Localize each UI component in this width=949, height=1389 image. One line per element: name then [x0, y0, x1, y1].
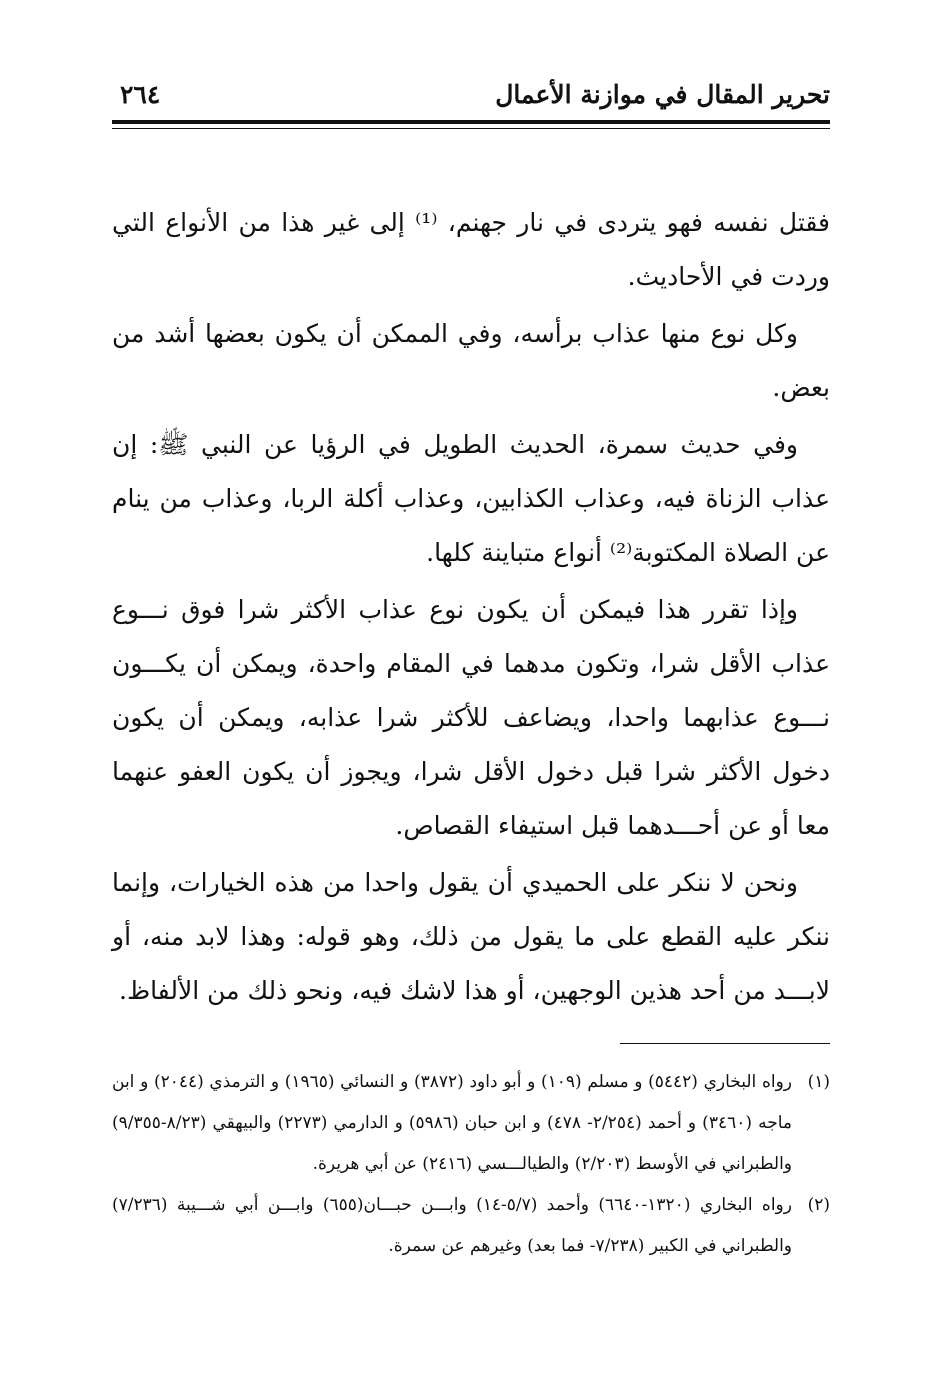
header-rule-thin: [112, 128, 830, 129]
footnote-text: رواه البخاري (١٣٢٠-٦٦٤٠) وأحمد (٥/٧-١٤) وابـــن حبـــان(٦٥٥) وابـــن أبي شـــيبة (٧/٢٣٦) والطبراني في الكبير (٧/٢٣٨- فما بعد) وغيرهم عن سمرة.: [112, 1195, 792, 1256]
paragraph-5: ونحن لا ننكر على الحميدي أن يقول واحدا من هذه الخيارات، وإنما ننكر عليه القطع على ما يقول من ذلك، وهو قوله: وهذا لابد منه، أو لابـــد من أحد هذين الوجهين، أو هذا لاشك فيه، ونحو ذلك من الألفاظ.: [112, 868, 830, 1005]
footnote-text: رواه البخاري (٥٤٤٢) و مسلم (١٠٩) و أبو داود (٣٨٧٢) و النسائي (١٩٦٥) و الترمذي (٢٠٤٤) و ابن ماجه (٣٤٦٠) و أحمد (٢/٢٥٤- ٤٧٨) و ابن حبان (٥٩٨٦) و الدارمي (٢٢٧٣) والبيهقي (٨/٢٣-٩/٣٥٥) والطبراني في الأوسط (٢/٢٠٣) والطيالـــسي (٢٤١٦) عن أبي هريرة.: [112, 1072, 793, 1174]
page-header: [112, 78, 830, 118]
paragraph-4: وإذا تقرر هذا فيمكن أن يكون نوع عذاب الأكثر شرا فوق نـــوع عذاب الأقل شرا، وتكون مدهما في المقام واحدة، ويمكن أن يكـــون نـــوع عذابهما واحدا، ويضاعف للأكثر شرا عذابه، ويمكن أن يكون دخول الأكثر شرا قبل دخول الأقل شرا، ويجوز أن يكون العفو عنهما معا أو عن أحـــدهما قبل استيفاء القصاص.: [112, 595, 830, 840]
paragraph-1: فقتل نفسه فهو يتردى في نار جهنم، ⁽¹⁾ إلى غير هذا من الأنواع التي وردت في الأحاديث.: [112, 208, 830, 291]
footnote-2: [112, 1185, 830, 1267]
paragraph-3: وفي حديث سمرة، الحديث الطويل في الرؤيا عن النبي ﷺ: إن عذاب الزناة فيه، وعذاب الكذابين، وعذاب أكلة الربا، وعذاب من ينام عن الصلاة المكتوبة⁽²⁾ أنواع متباينة كلها.: [112, 430, 830, 567]
footnote-number: (١): [807, 1072, 831, 1092]
running-title: تحرير المقال في موازنة الأعمال: [495, 80, 830, 109]
main-text: [112, 196, 830, 1021]
header-rule-thick: [112, 120, 830, 124]
footnote-1: [112, 1062, 830, 1185]
paragraph-2: وكل نوع منها عذاب برأسه، وفي الممكن أن يكون بعضها أشد من بعض.: [112, 319, 830, 402]
footnotes: [112, 1062, 830, 1267]
footnote-separator: [620, 1043, 830, 1044]
page-number: ٢٦٤: [120, 80, 161, 109]
footnote-number: (٢): [807, 1195, 830, 1215]
